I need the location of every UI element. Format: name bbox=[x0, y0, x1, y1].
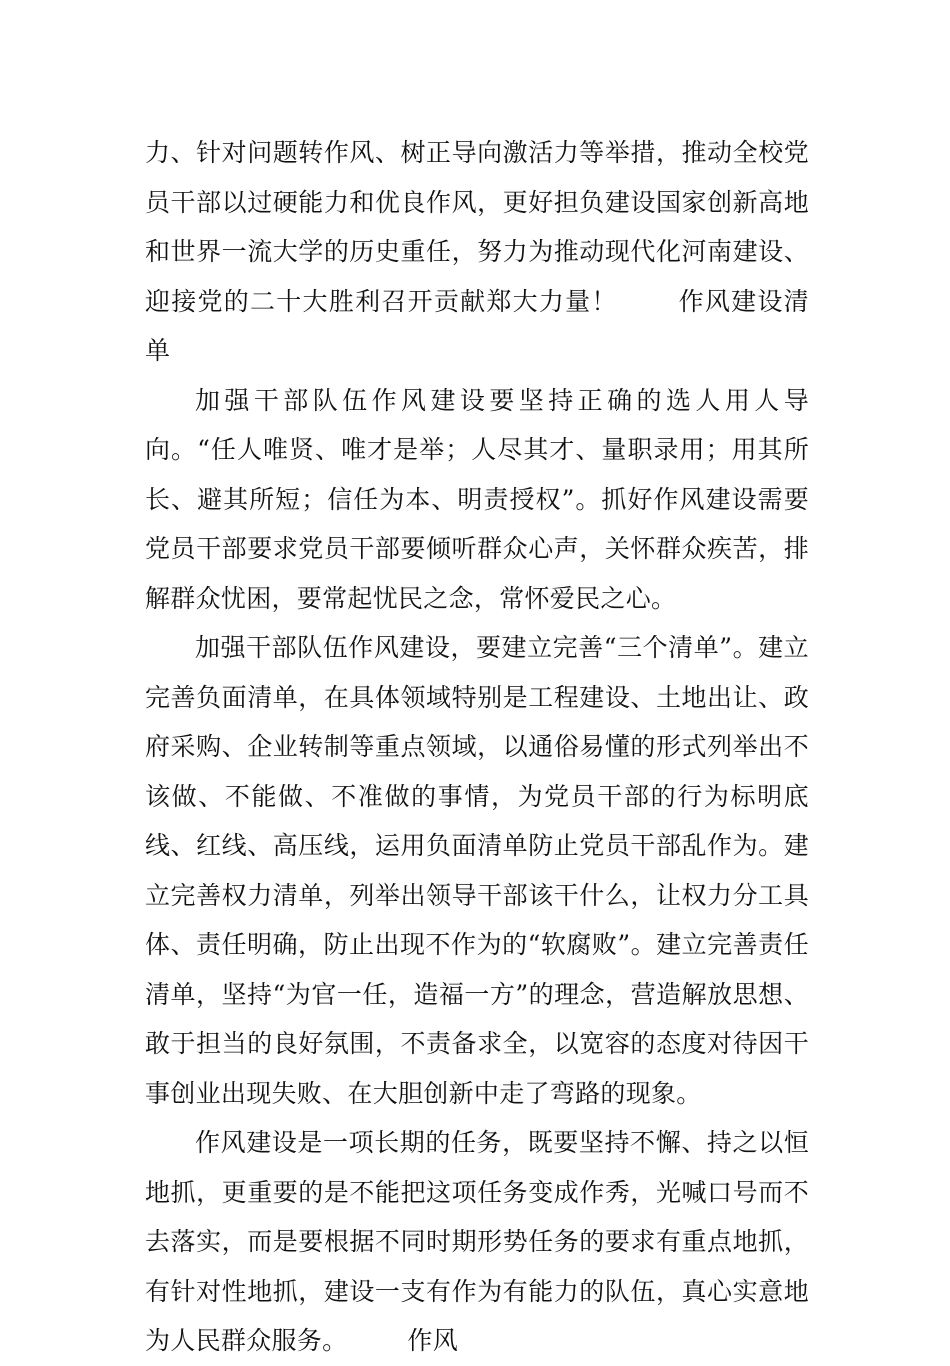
paragraph-2-text: 加强干部队伍作风建设要坚持正确的选人用人导向。“任人唯贤、唯才是举；人尽其才、量职录用；用其所长、避其所短；信任为本、明责授权”。抓好作风建设需要党员干部要求党员干部要倾听群众心声，关怀群众疾苦，排解群众忧困，要常起忧民之念，常怀爱民之心。 bbox=[145, 385, 809, 613]
paragraph-3-text: 加强干部队伍作风建设，要建立完善“三个清单”。建立完善负面清单，在具体领域特别是工程建设、土地出让、政府采购、企业转制等重点领域，以通俗易懂的形式列举出不该做、不能做、不准做的事情，为党员干部的行为标明底线、红线、高压线，运用负面清单防止党员干部乱作为。建立完善权力清单，列举出领导干部该干什么，让权力分工具体、责任明确，防止出现不作为的“软腐败”。建立完善责任清单，坚持“为官一任，造福一方”的理念，营造解放思想、敢于担当的良好氛围，不责备求全，以宽容的态度对待因干事创业出现失败、在大胆创新中走了弯路的现象。 bbox=[145, 633, 809, 1108]
paragraph-3 bbox=[145, 623, 809, 1118]
paragraph-2 bbox=[145, 376, 809, 624]
paragraph-4 bbox=[145, 1118, 809, 1366]
paragraph-1-text: 力、针对问题转作风、树正导向激活力等举措，推动全校党员干部以过硬能力和优良作风，更好担负建设国家创新高地和世界一流大学的历史重任，努力为推动现代化河南建设、迎接党的二十大胜利召开贡献郑大力量！ bbox=[145, 138, 809, 316]
paragraph-1-trailing-heading: 作风建设清单 bbox=[145, 286, 809, 365]
paragraph-1 bbox=[145, 128, 809, 376]
document-body bbox=[145, 128, 809, 1366]
paragraph-4-text: 作风建设是一项长期的任务，既要坚持不懈、持之以恒地抓，更重要的是不能把这项任务变成作秀，光喊口号而不去落实，而是要根据不同时期形势任务的要求有重点地抓，有针对性地抓，建设一支有作为有能力的队伍，真心实意地为人民群众服务。 bbox=[145, 1128, 809, 1355]
paragraph-4-trailing-heading: 作风 bbox=[407, 1326, 459, 1355]
